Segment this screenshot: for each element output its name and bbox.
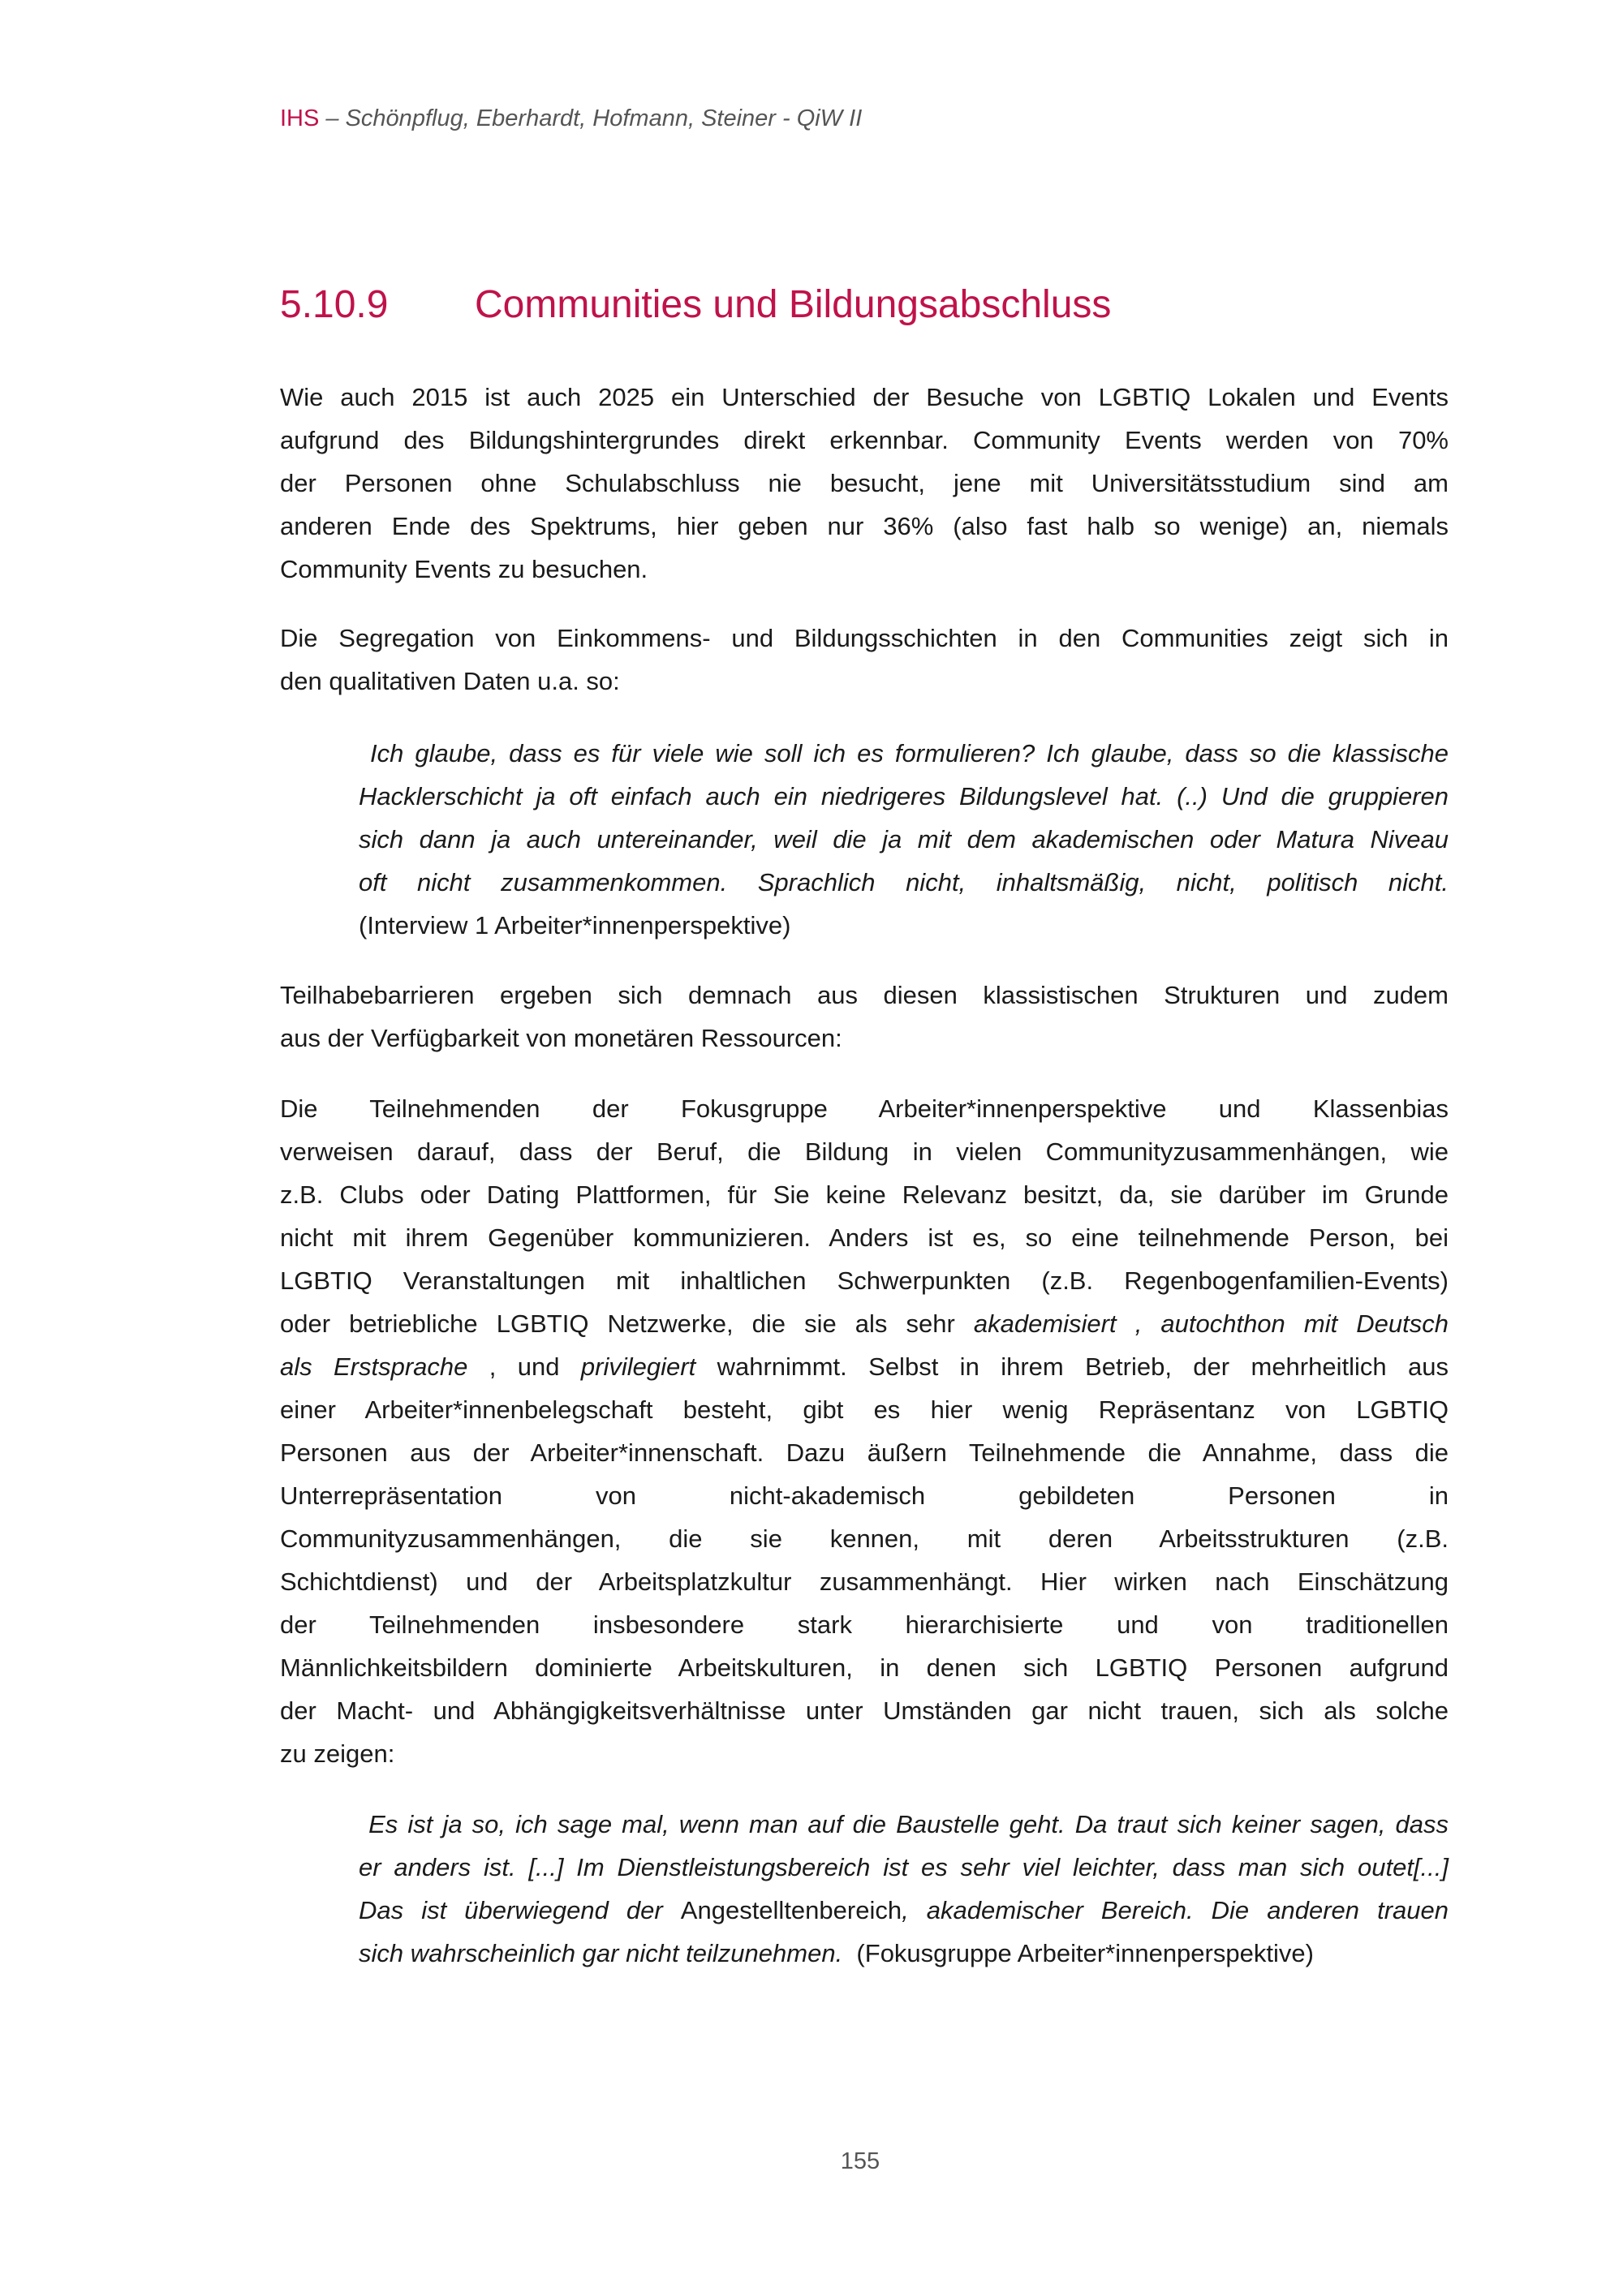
- section-number: 5.10.9: [280, 283, 389, 326]
- text-line: [280, 1216, 1449, 1259]
- text-line: [280, 617, 1449, 660]
- text-segment: (Interview 1 Arbeiter*innenperspektive): [359, 911, 791, 939]
- text-segment: Die Segregation von Einkommens- und Bildungsschichten in den Communities zeigt sich in: [280, 624, 1449, 652]
- text-line: [280, 1087, 1449, 1130]
- text-segment: einer Arbeiter*innenbelegschaft besteht, gibt es hier wenig Repräsentanz von LGBTIQ: [280, 1395, 1449, 1424]
- text-line: [359, 818, 1449, 861]
- text-segment: (Fokusgruppe Arbeiter*innenperspektive): [842, 1939, 1314, 1967]
- text-segment: , und: [467, 1352, 581, 1381]
- text-line: [280, 974, 1449, 1017]
- text-segment: LGBTIQ Veranstaltungen mit inhaltlichen Schwerpunkten (z.B. Regenbogenfamilien-Events): [280, 1266, 1449, 1295]
- text-segment: Männlichkeitsbildern dominierte Arbeitskulturen, in denen sich LGBTIQ Personen aufgrund: [280, 1653, 1449, 1682]
- text-segment: Community Events zu besuchen.: [280, 555, 648, 583]
- text-line: [280, 1017, 1449, 1060]
- text-segment: Wie auch 2015 ist auch 2025 ein Unterschied der Besuche von LGBTIQ Lokalen und Events: [280, 383, 1449, 411]
- italic-text: als Erstsprache: [280, 1352, 468, 1381]
- body-paragraph: [280, 974, 1449, 1060]
- text-segment: verweisen darauf, dass der Beruf, die Bildung in vielen Communityzusammenhängen, wie: [280, 1137, 1449, 1166]
- header-org: IHS: [280, 105, 320, 131]
- body-paragraph: [280, 1087, 1449, 1775]
- text-segment: oder betriebliche LGBTIQ Netzwerke, die sie als sehr: [280, 1309, 974, 1338]
- text-line: [280, 1646, 1449, 1689]
- italic-text: Ich glaube, dass es für viele wie soll ich es formulieren? Ich glaube, dass so die klassische: [359, 739, 1449, 767]
- text-line: [359, 861, 1449, 904]
- text-line: [280, 1474, 1449, 1517]
- italic-text: oft nicht zusammenkommen. Sprachlich nicht, inhaltsmäßig, nicht, politisch nicht.: [359, 868, 1449, 896]
- text-line: [280, 1431, 1449, 1474]
- running-header: [280, 105, 862, 132]
- italic-text: Das ist überwiegend der: [359, 1896, 681, 1924]
- italic-text: sich dann ja auch untereinander, weil die ja mit dem akademischen oder Matura Niveau: [359, 825, 1449, 853]
- text-line: [280, 419, 1449, 462]
- italic-text: sich wahrscheinlich gar nicht teilzunehmen.: [359, 1939, 843, 1967]
- text-line: [359, 1846, 1449, 1889]
- text-segment: z.B. Clubs oder Dating Plattformen, für Sie keine Relevanz besitzt, da, sie darüber im Grunde: [280, 1180, 1449, 1209]
- text-line: [280, 1603, 1449, 1646]
- text-line: [280, 1689, 1449, 1732]
- text-line: [359, 775, 1449, 818]
- italic-text: akademisiert , autochthon mit Deutsch: [973, 1309, 1449, 1338]
- text-segment: Personen aus der Arbeiter*innenschaft. Dazu äußern Teilnehmende die Annahme, dass die: [280, 1438, 1449, 1467]
- section-heading: [280, 282, 1111, 327]
- italic-text: , akademischer Bereich. Die anderen trauen: [902, 1896, 1449, 1924]
- text-line: [280, 376, 1449, 419]
- text-segment: anderen Ende des Spektrums, hier geben nur 36% (also fast halb so wenige) an, niemals: [280, 512, 1449, 540]
- text-line: [280, 462, 1449, 505]
- block-quote: [359, 1803, 1449, 1975]
- header-authors: – Schönpflug, Eberhardt, Hofmann, Steiner - QiW II: [319, 105, 863, 131]
- italic-text: Hacklerschicht ja oft einfach auch ein niedrigeres Bildungslevel hat. (..) Und die gruppieren: [359, 782, 1449, 810]
- text-line: [280, 1302, 1449, 1345]
- text-line: [359, 1889, 1449, 1932]
- text-line: [280, 1388, 1449, 1431]
- text-segment: Communityzusammenhängen, die sie kennen, mit deren Arbeitsstrukturen (z.B.: [280, 1524, 1449, 1553]
- text-line: [280, 548, 1449, 591]
- text-line: [359, 904, 1449, 947]
- text-line: [280, 1259, 1449, 1302]
- text-segment: den qualitativen Daten u.a. so:: [280, 667, 620, 695]
- page-number: 155: [840, 2148, 880, 2174]
- text-segment: der Personen ohne Schulabschluss nie besucht, jene mit Universitätsstudium sind am: [280, 469, 1449, 497]
- text-segment: nicht mit ihrem Gegenüber kommunizieren. Anders ist es, so eine teilnehmende Person, bei: [280, 1223, 1449, 1252]
- text-segment: Schichtdienst) und der Arbeitsplatzkultur zusammenhängt. Hier wirken nach Einschätzung: [280, 1567, 1449, 1596]
- text-segment: Die Teilnehmenden der Fokusgruppe Arbeiter*innenperspektive und Klassenbias: [280, 1094, 1449, 1123]
- text-line: [280, 1130, 1449, 1173]
- text-segment: aufgrund des Bildungshintergrundes direkt erkennbar. Community Events werden von 70%: [280, 426, 1449, 454]
- body-paragraph: [280, 617, 1449, 703]
- italic-text: er anders ist. [...] Im Dienstleistungsbereich ist es sehr viel leichter, dass man sich outet[...]: [359, 1853, 1449, 1881]
- italic-text: privilegiert: [580, 1352, 696, 1381]
- text-segment: der Macht- und Abhängigkeitsverhältnisse unter Umständen gar nicht trauen, sich als solche: [280, 1696, 1449, 1725]
- section-title: Communities und Bildungsabschluss: [475, 283, 1112, 326]
- text-segment: Angestelltenbereich: [680, 1896, 902, 1924]
- body-paragraph: [280, 376, 1449, 591]
- text-line: [280, 1732, 1449, 1775]
- text-line: [280, 660, 1449, 703]
- text-segment: Teilhabebarrieren ergeben sich demnach aus diesen klassistischen Strukturen und zudem: [280, 981, 1449, 1009]
- text-line: [280, 505, 1449, 548]
- text-segment: der Teilnehmenden insbesondere stark hierarchisierte und von traditionellen: [280, 1610, 1449, 1639]
- text-line: [280, 1560, 1449, 1603]
- text-line: [280, 1173, 1449, 1216]
- text-line: [359, 1803, 1449, 1846]
- text-line: [359, 1932, 1449, 1975]
- text-segment: Unterrepräsentation von nicht-akademisch gebildeten Personen in: [280, 1481, 1449, 1510]
- block-quote: [359, 732, 1449, 947]
- text-segment: zu zeigen:: [280, 1739, 395, 1768]
- text-segment: aus der Verfügbarkeit von monetären Ressourcen:: [280, 1024, 842, 1052]
- text-line: [359, 732, 1449, 775]
- text-line: [280, 1517, 1449, 1560]
- italic-text: Es ist ja so, ich sage mal, wenn man auf die Baustelle geht. Da traut sich keiner sagen, dass: [359, 1810, 1449, 1838]
- text-segment: wahrnimmt. Selbst in ihrem Betrieb, der mehrheitlich aus: [695, 1352, 1449, 1381]
- text-line: [280, 1345, 1449, 1388]
